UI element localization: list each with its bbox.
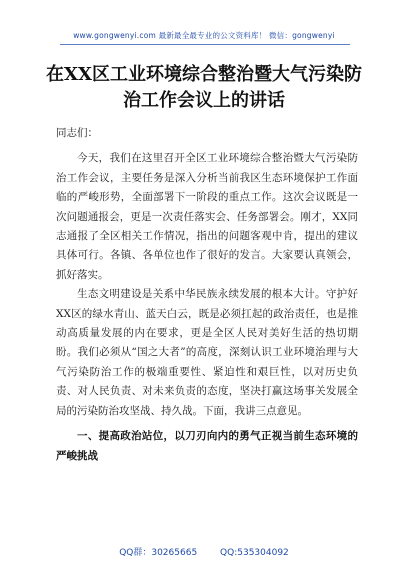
- title-line-1: 在XX区工业环境综合整治暨大气污染防: [46, 64, 362, 85]
- footer-qq-group: QQ群：30265665: [119, 548, 198, 558]
- header-divider: [60, 44, 350, 45]
- page-header: www.gongwenyi.com 最新最全最专业的公文资料库！ 微信：gongwenyi: [73, 31, 335, 40]
- section-heading-1: 一、提高政治站位，以刀刃向内的勇气正视当前生态环境的严峻挑战: [56, 430, 358, 462]
- page-footer: [0, 545, 408, 558]
- paragraph-2: 生态文明建设是关系中华民族永续发展的根本大计。守护好XX区的绿水青山、蓝天白云，既是必须扛起的政治责任，也是推动高质量发展的内在要求，更是全区人民对美好生活的热切期盼。我们必须从“国之大者”的高度，深刻认识工业环境治理与大气污染防治工作的极端重要性、紧迫性和艰巨性，以对历史负责、对人民负责、对未来负责的态度，坚决打赢这场事关发展全局的污染防治攻坚战、持久战。下面，我讲三点意见。: [56, 288, 358, 417]
- title-line-2: 治工作会议上的讲话: [123, 90, 285, 111]
- paragraph-1: 今天，我们在这里召开全区工业环境综合整治暨大气污染防治工作会议，主要任务是深入分析当前我区生态环境保护工作面临的严峻形势，全面部署下一阶段的重点工作。这次会议既是一次问题通报会，更是一次责任落实会、任务部署会。刚才，XX同志通报了全区相关工作情况，指出的问题客观中肯，提出的建议具体可行。各镇、各单位也作了很好的发言。大家要认真领会，抓好落实。: [56, 152, 358, 281]
- document-title: [40, 62, 368, 114]
- footer-qq: QQ:535304092: [220, 548, 289, 558]
- document-body: [56, 124, 358, 466]
- salutation: 同志们：: [56, 127, 98, 139]
